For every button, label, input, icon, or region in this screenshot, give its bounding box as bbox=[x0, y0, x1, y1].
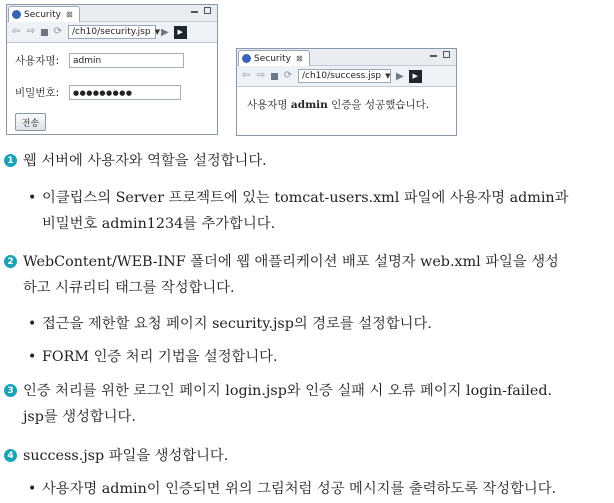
tab-bar bbox=[237, 49, 456, 65]
stop-icon[interactable] bbox=[271, 73, 278, 80]
tab-security[interactable] bbox=[238, 50, 310, 66]
submit-button[interactable]: 전송 bbox=[15, 113, 46, 131]
password-input[interactable]: ●●●●●●●●● bbox=[69, 85, 181, 100]
step-2 bbox=[4, 249, 612, 301]
tab-title: Security bbox=[24, 9, 61, 20]
security-browser-window bbox=[6, 4, 218, 135]
minimize-icon[interactable] bbox=[191, 11, 198, 13]
globe-icon bbox=[242, 54, 251, 63]
bullet-dot: • bbox=[28, 349, 37, 365]
window-controls bbox=[191, 7, 211, 14]
browser-toolbar bbox=[7, 21, 217, 43]
step-4 bbox=[4, 443, 612, 469]
success-message bbox=[247, 97, 429, 112]
refresh-icon[interactable]: ⟳ bbox=[283, 70, 293, 81]
step-number-badge: 1 bbox=[4, 154, 17, 167]
back-arrow-icon[interactable]: ⇦ bbox=[241, 70, 251, 81]
back-arrow-icon[interactable]: ⇦ bbox=[11, 26, 21, 37]
close-tab-icon[interactable]: ⊠ bbox=[65, 10, 73, 19]
step-text: success.jsp 파일을 생성합니다. bbox=[23, 448, 229, 464]
go-icon[interactable]: ▶ bbox=[396, 70, 404, 82]
bullet-dot: • bbox=[28, 316, 37, 332]
username-input[interactable]: admin bbox=[69, 53, 184, 68]
bullet-text: 사용자명 admin이 인증되면 위의 그림처럼 성공 메시지를 출력하도록 작성합니다. bbox=[42, 481, 557, 497]
bullet-text: 이클립스의 Server 프로젝트에 있는 tomcat-users.xml 파일에 사용자명 admin과 비밀번호 admin1234를 추가합니다. bbox=[42, 190, 569, 232]
page-content bbox=[7, 43, 217, 134]
success-message-prefix: 사용자명 bbox=[247, 99, 291, 111]
tab-security[interactable] bbox=[8, 6, 80, 22]
bullet-dot: • bbox=[28, 481, 37, 497]
url-text: /ch10/security.jsp bbox=[72, 27, 151, 37]
tab-title: Security bbox=[254, 53, 291, 64]
open-external-icon[interactable]: ▶ bbox=[409, 70, 422, 83]
refresh-icon[interactable]: ⟳ bbox=[53, 26, 63, 37]
step-number-badge: 4 bbox=[4, 449, 17, 462]
success-message-user: admin bbox=[290, 99, 328, 111]
password-label: 비밀번호: bbox=[15, 87, 60, 99]
success-message-suffix: 인증을 성공했습니다. bbox=[327, 99, 430, 111]
bullet-text: 접근을 제한할 요청 페이지 security.jsp의 경로를 설정합니다. bbox=[42, 316, 432, 332]
forward-arrow-icon[interactable]: ⇨ bbox=[26, 26, 36, 37]
url-field[interactable] bbox=[298, 69, 391, 83]
step-text: 인증 처리를 위한 로그인 페이지 login.jsp와 인증 실패 시 오류 페이지 login-failed. jsp를 생성합니다. bbox=[23, 383, 553, 425]
username-label: 사용자명: bbox=[15, 55, 60, 67]
chevron-down-icon[interactable]: ▼ bbox=[385, 72, 391, 80]
bullet-2 bbox=[28, 311, 612, 337]
bullet-3 bbox=[28, 344, 612, 370]
bullet-4 bbox=[28, 476, 612, 502]
success-browser-window bbox=[236, 48, 457, 136]
step-text: WebContent/WEB-INF 폴더에 웹 애플리케이션 배포 설명자 web.xml 파일을 생성 하고 시큐리티 태그를 작성합니다. bbox=[23, 254, 559, 296]
minimize-icon[interactable] bbox=[430, 55, 437, 57]
step-number-badge: 2 bbox=[4, 255, 17, 268]
bullet-dot: • bbox=[28, 190, 37, 206]
page-content bbox=[237, 87, 456, 135]
url-field[interactable] bbox=[68, 25, 160, 39]
step-number-badge: 3 bbox=[4, 384, 17, 397]
forward-arrow-icon[interactable]: ⇨ bbox=[256, 70, 266, 81]
maximize-icon[interactable] bbox=[443, 51, 450, 58]
maximize-icon[interactable] bbox=[204, 7, 211, 14]
open-external-icon[interactable]: ▶ bbox=[174, 26, 187, 39]
step-3 bbox=[4, 378, 612, 430]
tab-bar bbox=[7, 5, 217, 21]
bullet-1 bbox=[28, 185, 612, 237]
step-text: 웹 서버에 사용자와 역할을 설정합니다. bbox=[23, 153, 267, 169]
url-text: /ch10/success.jsp bbox=[302, 71, 382, 81]
bullet-text: FORM 인증 처리 기법을 설정합니다. bbox=[42, 349, 278, 365]
close-tab-icon[interactable]: ⊠ bbox=[295, 54, 303, 63]
go-icon[interactable]: ▶ bbox=[161, 26, 169, 38]
chevron-down-icon[interactable]: ▼ bbox=[154, 28, 160, 36]
stop-icon[interactable] bbox=[41, 29, 48, 36]
step-1 bbox=[4, 148, 612, 174]
window-controls bbox=[430, 51, 450, 58]
globe-icon bbox=[12, 10, 21, 19]
browser-toolbar bbox=[237, 65, 456, 87]
